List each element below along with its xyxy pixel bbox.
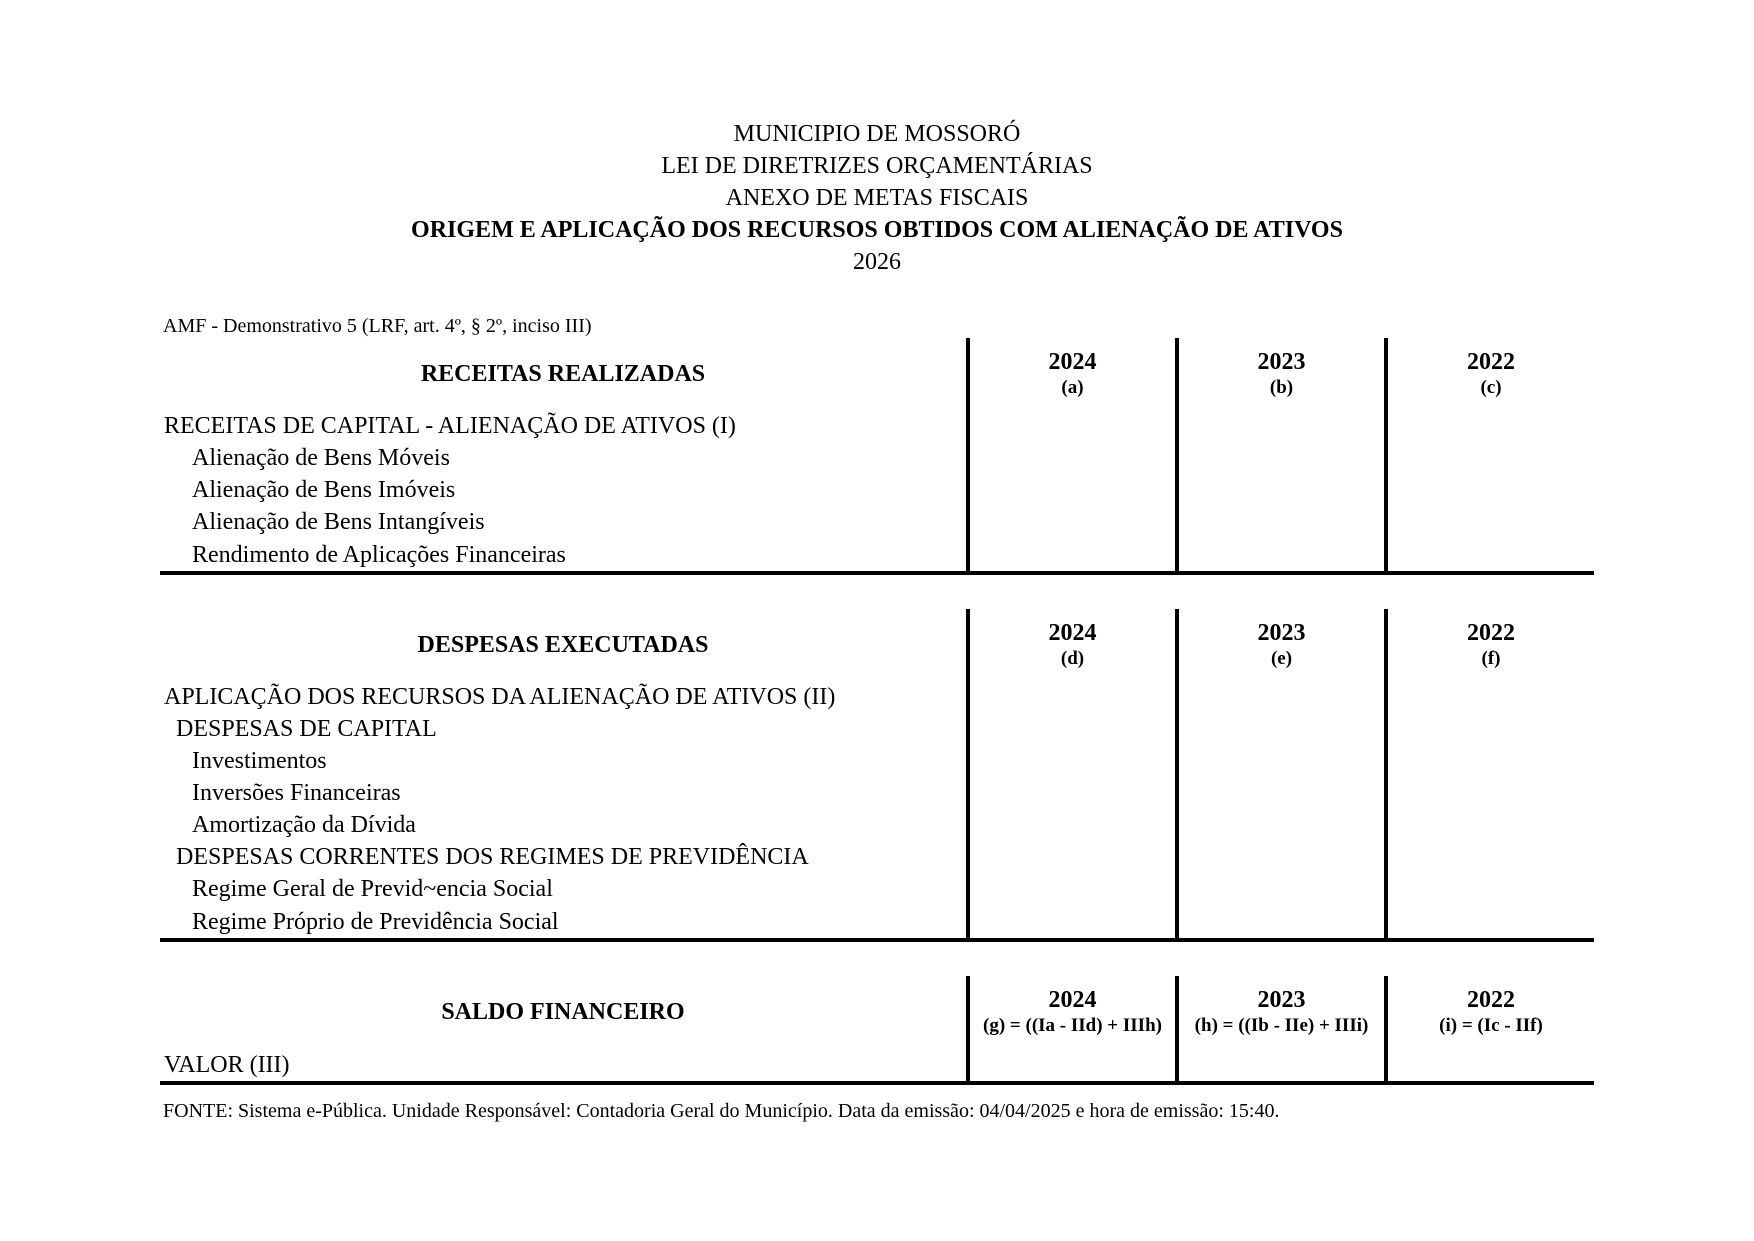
- value-cell: [1177, 905, 1386, 940]
- table-row: [160, 841, 1594, 873]
- value-cell: [1386, 713, 1594, 745]
- value-cell: [1177, 474, 1386, 506]
- value-cell: [1177, 681, 1386, 713]
- table-row: [160, 538, 1594, 573]
- row-label: VALOR (III): [160, 1048, 968, 1083]
- saldo-header-row: [160, 976, 1594, 1048]
- receitas-col-a: 2024 (a): [968, 338, 1177, 410]
- table-row: [160, 809, 1594, 841]
- receitas-header-row: [160, 338, 1594, 410]
- value-cell: [1386, 681, 1594, 713]
- value-cell: [968, 442, 1177, 474]
- annex-name: ANEXO DE METAS FISCAIS: [725, 185, 1029, 211]
- value-cell: [1386, 474, 1594, 506]
- value-cell: [1177, 506, 1386, 538]
- value-cell: [1177, 442, 1386, 474]
- table-row: [160, 681, 1594, 713]
- value-cell: [968, 873, 1177, 905]
- row-label: Rendimento de Aplicações Financeiras: [160, 538, 968, 573]
- row-label: Regime Próprio de Previdência Social: [160, 905, 968, 940]
- source-note: FONTE: Sistema e-Pública. Unidade Responsável: Contadoria Geral do Município. Data da emissão: 04/04/2025 e hora de emissão: 15:40.: [163, 1100, 1280, 1122]
- value-cell: [968, 905, 1177, 940]
- value-cell: [1386, 410, 1594, 442]
- value-cell: [1177, 1048, 1386, 1083]
- table-row: [160, 905, 1594, 940]
- despesas-table: [160, 609, 1594, 942]
- row-label: Inversões Financeiras: [192, 780, 401, 806]
- row-label: DESPESAS CORRENTES DOS REGIMES DE PREVIDÊNCIA: [176, 844, 809, 870]
- table-row: [160, 474, 1594, 506]
- row-label: APLICAÇÃO DOS RECURSOS DA ALIENAÇÃO DE ATIVOS (II): [164, 684, 836, 710]
- value-cell: [968, 506, 1177, 538]
- value-cell: [1386, 538, 1594, 573]
- report-year: 2026: [853, 249, 901, 275]
- demonstrativo-reference: AMF - Demonstrativo 5 (LRF, art. 4º, § 2º, inciso III): [163, 315, 592, 337]
- table-row: [160, 873, 1594, 905]
- value-cell: [1386, 442, 1594, 474]
- row-label: Amortização da Dívida: [192, 812, 416, 838]
- despesas-col-e: 2023 (e): [1177, 609, 1386, 681]
- value-cell: [1386, 905, 1594, 940]
- despesas-header-row: [160, 609, 1594, 681]
- value-cell: [968, 777, 1177, 809]
- value-cell: [1177, 745, 1386, 777]
- row-label: Investimentos: [192, 748, 327, 774]
- value-cell: [1177, 841, 1386, 873]
- row-label: RECEITAS DE CAPITAL - ALIENAÇÃO DE ATIVOS (I): [164, 413, 736, 439]
- table-row: [160, 506, 1594, 538]
- value-cell: [1177, 713, 1386, 745]
- table-row: [160, 745, 1594, 777]
- value-cell: [1386, 873, 1594, 905]
- row-label: Alienação de Bens Móveis: [192, 445, 450, 471]
- value-cell: [1386, 745, 1594, 777]
- despesas-col-f: 2022 (f): [1386, 609, 1594, 681]
- receitas-table: [160, 338, 1594, 575]
- value-cell: [1386, 1048, 1594, 1083]
- receitas-heading: RECEITAS REALIZADAS: [420, 360, 706, 387]
- row-label: Alienação de Bens Imóveis: [192, 477, 456, 503]
- value-cell: [1177, 410, 1386, 442]
- value-cell: [968, 681, 1177, 713]
- value-cell: [1177, 777, 1386, 809]
- value-cell: [968, 713, 1177, 745]
- value-cell: [1386, 809, 1594, 841]
- despesas-col-d: 2024 (d): [968, 609, 1177, 681]
- saldo-col-h: 2023 (h) = ((Ib - IIe) + IIIi): [1177, 976, 1386, 1048]
- value-cell: [1177, 809, 1386, 841]
- value-cell: [1177, 873, 1386, 905]
- document-header: [0, 118, 1754, 278]
- row-label: Alienação de Bens Intangíveis: [192, 509, 485, 535]
- table-row: [160, 442, 1594, 474]
- row-label: DESPESAS DE CAPITAL: [176, 716, 437, 742]
- row-label: Regime Geral de Previd~encia Social: [192, 876, 553, 902]
- value-cell: [968, 841, 1177, 873]
- value-cell: [968, 410, 1177, 442]
- table-row: [160, 777, 1594, 809]
- report-title: ORIGEM E APLICAÇÃO DOS RECURSOS OBTIDOS COM ALIENAÇÃO DE ATIVOS: [411, 217, 1343, 243]
- table-row: [160, 713, 1594, 745]
- saldo-table: [160, 976, 1594, 1085]
- table-row: [160, 1048, 1594, 1083]
- receitas-col-c: 2022 (c): [1386, 338, 1594, 410]
- saldo-col-i: 2022 (i) = (Ic - IIf): [1386, 976, 1594, 1048]
- value-cell: [968, 1048, 1177, 1083]
- value-cell: [968, 474, 1177, 506]
- value-cell: [968, 809, 1177, 841]
- despesas-heading: DESPESAS EXECUTADAS: [417, 631, 709, 658]
- receitas-col-b: 2023 (b): [1177, 338, 1386, 410]
- value-cell: [1386, 777, 1594, 809]
- table-row: [160, 410, 1594, 442]
- saldo-col-g: 2024 (g) = ((Ia - IId) + IIIh): [968, 976, 1177, 1048]
- law-name: LEI DE DIRETRIZES ORÇAMENTÁRIAS: [661, 153, 1093, 179]
- value-cell: [1386, 841, 1594, 873]
- value-cell: [1386, 506, 1594, 538]
- value-cell: [1177, 538, 1386, 573]
- value-cell: [968, 745, 1177, 777]
- municipality-name: MUNICIPIO DE MOSSORÓ: [733, 121, 1021, 147]
- value-cell: [968, 538, 1177, 573]
- saldo-heading: SALDO FINANCEIRO: [441, 998, 685, 1025]
